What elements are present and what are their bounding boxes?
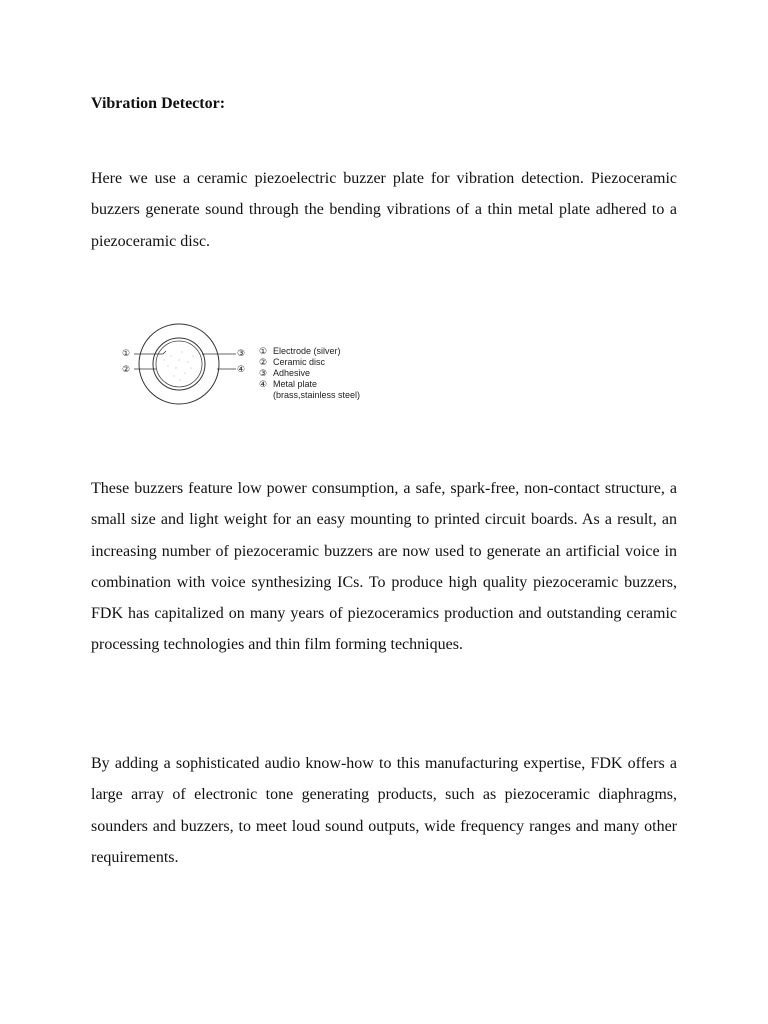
buzzer-diagram [116, 318, 376, 414]
metal-plate-outline [139, 324, 219, 404]
callout-2: ② [122, 364, 131, 374]
legend-subnote: (brass,stainless steel) [273, 390, 361, 400]
paragraph-intro: Here we use a ceramic piezoelectric buzzer plate for vibration detection. Piezoceramic buzzers generate sound through the bending vibrations of a thin metal plate adhered to a piezoceramic disc. [91, 170, 677, 250]
paragraph-products: By adding a sophisticated audio know-how to this manufacturing expertise, FDK offers a large array of electronic tone generating products, such as piezoceramic diaphragms, sounders and buzzers, to meet loud sound outputs, wide frequency ranges and many other requirements. [91, 755, 677, 866]
document-heading: Vibration Detector: [91, 95, 226, 112]
legend-item: ④ Metal plate [259, 379, 318, 389]
ceramic-disc-outline [153, 338, 205, 390]
paragraph-features: These buzzers feature low power consumption, a safe, spark-free, non-contact structure, a small size and light weight for an easy mounting to printed circuit boards. As a result, an increasing number of piezoceramic buzzers are now used to generate an artificial voice in combination with voice synthesizing ICs. To produce high quality piezoceramic buzzers, FDK has capitalized on many years of piezoceramics production and outstanding ceramic processing technologies and thin film forming techniques. [91, 480, 677, 654]
ceramic-texture [163, 351, 193, 380]
electrode-outline [156, 341, 202, 387]
legend-item: ① Electrode (silver) [259, 346, 341, 356]
diagram-legend [259, 346, 360, 401]
legend-item: ③ Adhesive [259, 368, 311, 378]
callout-1: ① [122, 348, 131, 358]
callout-4: ④ [237, 364, 246, 374]
callout-3: ③ [237, 348, 246, 358]
legend-item: ② Ceramic disc [259, 357, 326, 367]
